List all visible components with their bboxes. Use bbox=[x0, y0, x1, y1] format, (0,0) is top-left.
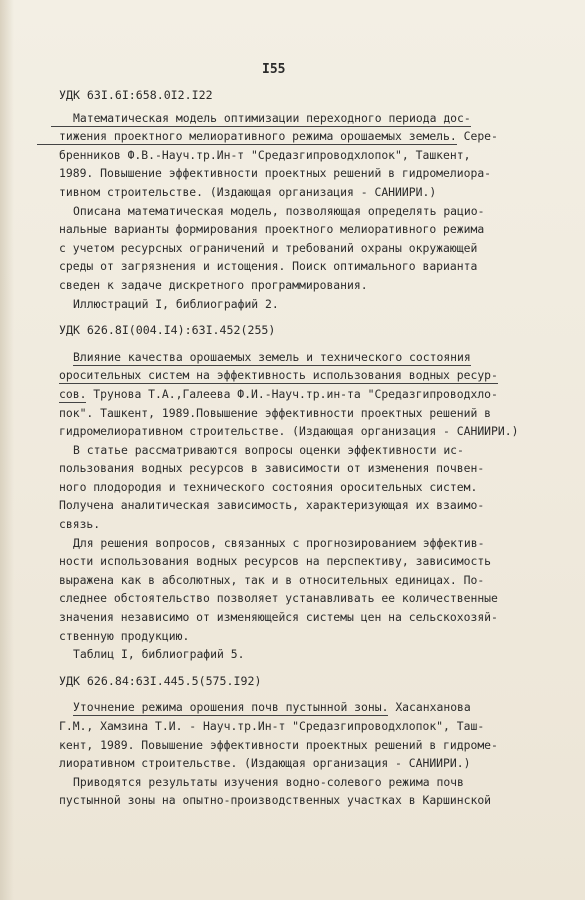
abstract-line: среды от загрязнения и истощения. Поиск оптимального варианта bbox=[59, 259, 478, 274]
text-body bbox=[59, 86, 529, 810]
abstract-line: ственную продукцию. bbox=[59, 628, 190, 643]
abstract-line: ности использования водных ресурсов на перспективу, зависимость bbox=[59, 554, 492, 569]
entry-title-line: тижения проектного мелиоративного режима орошаемых земель. Сере- bbox=[59, 127, 529, 146]
abstract-line: пользования водных ресурсов в зависимости от изменения почвен- bbox=[59, 461, 485, 476]
udc-code: УДК 63I.6I:658.0I2.I22 bbox=[59, 88, 213, 102]
abstract-line: сведен к задаче дискретного программирования. bbox=[59, 277, 368, 292]
udc-code: УДК 626.84:63I.445.5(575.I92) bbox=[59, 673, 262, 688]
entry-citation-line: бренников Ф.В.-Науч.тр.Ин-т "Средазгипроводхлопок", Ташкент, bbox=[59, 147, 471, 162]
entry-citation-line: гидромелиоративном строительстве. (Издающая организация - САНИИРИ.) bbox=[59, 424, 519, 439]
entry-citation-line: Г.М., Хамзина Т.И. - Науч.тр.Ин-т "Средазгипроводхлопок", Таш- bbox=[59, 719, 485, 733]
abstract-line: ного плодородия и технического состояния оросительных систем. bbox=[59, 479, 478, 494]
abstract-line: Получена аналитическая зависимость, характеризующая их взаимо- bbox=[59, 498, 485, 513]
entry-citation-line: пок". Ташкент, 1989.Повышение эффективности проектных решений в bbox=[59, 405, 492, 420]
entry-title-line: Влияние качества орошаемых земель и технического состояния bbox=[73, 349, 471, 364]
abstract-line: значения независимо от изменяющейся системы цен на сельскохозяй- bbox=[59, 610, 498, 625]
abstract-line: В статье рассматриваются вопросы оценки эффективности ис- bbox=[73, 442, 464, 457]
abstract-line: связь. bbox=[59, 517, 101, 532]
entry-footer: Таблиц I, библиографий 5. bbox=[73, 647, 245, 662]
abstract-line: пустынной зоны на опытно-производственных участках в Каршинской bbox=[59, 793, 492, 808]
abstract-line: следнее обстоятельство позволяет устанавливать ее количественные bbox=[59, 591, 498, 606]
udc-code: УДК 626.8I(004.I4):63I.452(255) bbox=[59, 323, 276, 338]
abstract-line: нальные варианты формирования проектного мелиоративного режима bbox=[59, 222, 485, 237]
page-number: I55 bbox=[262, 62, 286, 77]
entry-citation-line: кент, 1989. Повышение эффективности проектных решений в гидроме- bbox=[59, 737, 498, 752]
abstract-line: Для решения вопросов, связанных с прогнозированием эффектив- bbox=[73, 535, 485, 550]
entry-citation-line: лиоративном строительстве. (Издающая организация - САНИИРИ.) bbox=[59, 756, 471, 771]
entry-title-line: оросительных систем на эффективность использования водных ресур- bbox=[59, 368, 498, 383]
entry-title-line: сов. Трунова Т.А.,Галеева Ф.И.-Науч.тр.ин-та "Средазгипроводхло- bbox=[59, 386, 498, 401]
entry-title-line: Математическая модель оптимизации переходного периода дос- bbox=[59, 109, 529, 128]
entry-footer: Иллюстраций I, библиографий 2. bbox=[73, 296, 279, 311]
entry-citation-line: тивном строительстве. (Издающая организация - САНИИРИ.) bbox=[59, 184, 437, 199]
abstract-line: выражена как в абсолютных, так и в относительных единицах. По- bbox=[59, 572, 485, 587]
entry-citation-line: 1989. Повышение эффективности проектных решений в гидромелиора- bbox=[59, 166, 492, 181]
abstract-line: с учетом ресурсных ограничений и требований охраны окружающей bbox=[59, 240, 478, 255]
abstract-line: Приводятся результаты изучения водно-солевого режима почв bbox=[73, 774, 464, 789]
entry-title-line: Уточнение режима орошения почв пустынной зоны. Хасанханова bbox=[73, 700, 471, 715]
abstract-line: Описана математическая модель, позволяющая определять рацио- bbox=[73, 203, 485, 218]
